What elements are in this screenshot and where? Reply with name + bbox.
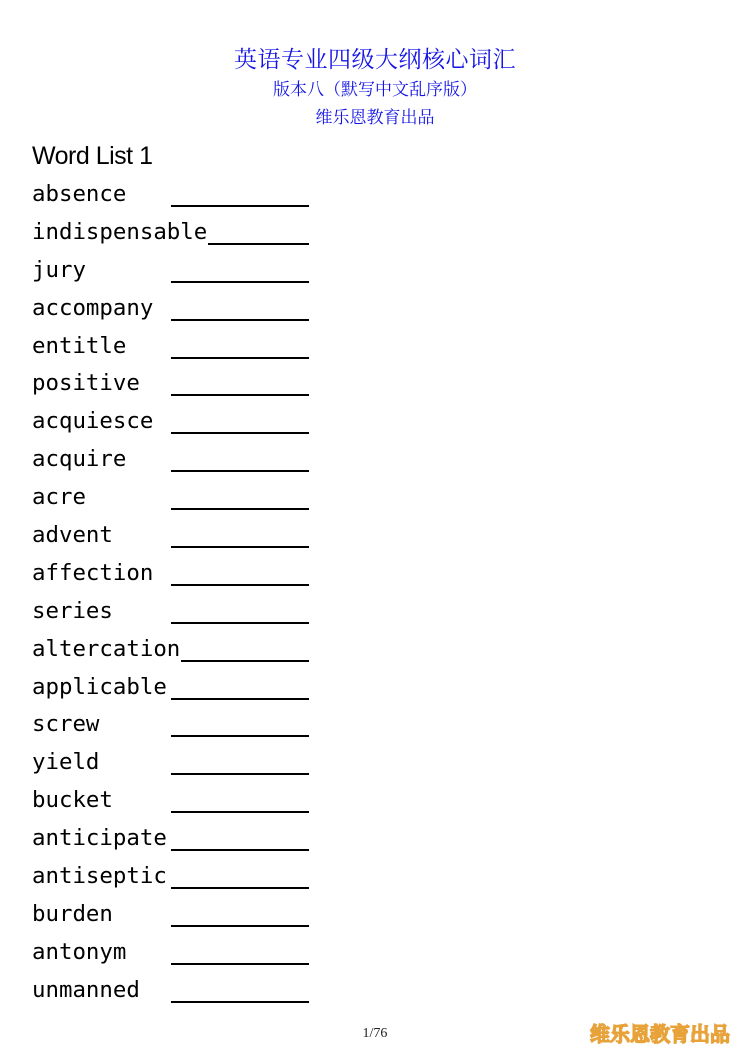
answer-blank-line [181,660,309,662]
word-row [32,897,207,935]
word-row [32,404,207,442]
word-text: positive [32,370,140,397]
word-row [32,821,207,859]
word-list-title: Word List 1 [32,142,153,170]
word-row [32,480,207,518]
page-number: 1/76 [362,1026,388,1041]
word-text: affection [32,559,154,586]
word-text: jury [32,256,86,283]
answer-blank-line [171,698,309,700]
word-row [32,859,207,897]
word-row [32,632,207,670]
word-text: acquiesce [32,408,154,435]
answer-blank-line [171,963,309,965]
answer-blank-line [171,205,309,207]
word-text: absence [32,181,127,207]
answer-blank-line [171,281,309,283]
answer-blank-line [171,1001,309,1003]
answer-blank-line [171,470,309,472]
word-text: acre [32,484,86,511]
answer-blank-line [171,432,309,434]
document-title: 英语专业四级大纲核心词汇 [234,47,516,73]
word-row [32,518,207,556]
word-text: indispensable [32,218,208,245]
word-row [32,442,207,480]
answer-blank-line [171,357,309,359]
answer-blank-line [171,584,309,586]
word-text: anticipate [32,825,167,852]
word-text: acquire [32,446,127,473]
word-row [32,670,207,708]
word-text: series [32,597,113,624]
word-text: yield [32,749,100,776]
word-row [32,783,207,821]
answer-blank-line [171,319,309,321]
word-text: entitle [32,332,127,359]
word-list [32,177,207,1011]
word-text: antiseptic [32,863,167,890]
word-row [32,291,207,329]
word-row [32,707,207,745]
word-text: antonym [32,938,127,965]
word-row [32,594,207,632]
answer-blank-line [171,849,309,851]
word-row [32,366,207,404]
answer-blank-line [171,508,309,510]
answer-blank-line [171,394,309,396]
word-row [32,556,207,594]
word-row [32,253,207,291]
answer-blank-line [171,887,309,889]
answer-blank-line [208,243,309,245]
word-text: screw [32,711,100,738]
publisher-watermark: 维乐恩教育出品 [590,1022,730,1046]
word-text: applicable [32,673,167,700]
answer-blank-line [171,925,309,927]
word-text: accompany [32,294,154,321]
word-row [32,973,207,1011]
word-text: altercation [32,635,181,662]
word-row [32,177,207,215]
answer-blank-line [171,811,309,813]
word-text: burden [32,900,113,927]
document-subtitle: 版本八（默写中文乱序版） [273,80,477,100]
word-text: unmanned [32,976,140,1003]
answer-blank-line [171,622,309,624]
word-row [32,329,207,367]
word-row [32,745,207,783]
answer-blank-line [171,773,309,775]
word-row [32,215,207,253]
answer-blank-line [171,546,309,548]
document-publisher: 维乐恩教育出品 [315,108,435,128]
answer-blank-line [171,735,309,737]
word-text: bucket [32,787,113,814]
word-text: advent [32,522,113,549]
document-header [0,44,750,132]
word-row [32,935,207,973]
